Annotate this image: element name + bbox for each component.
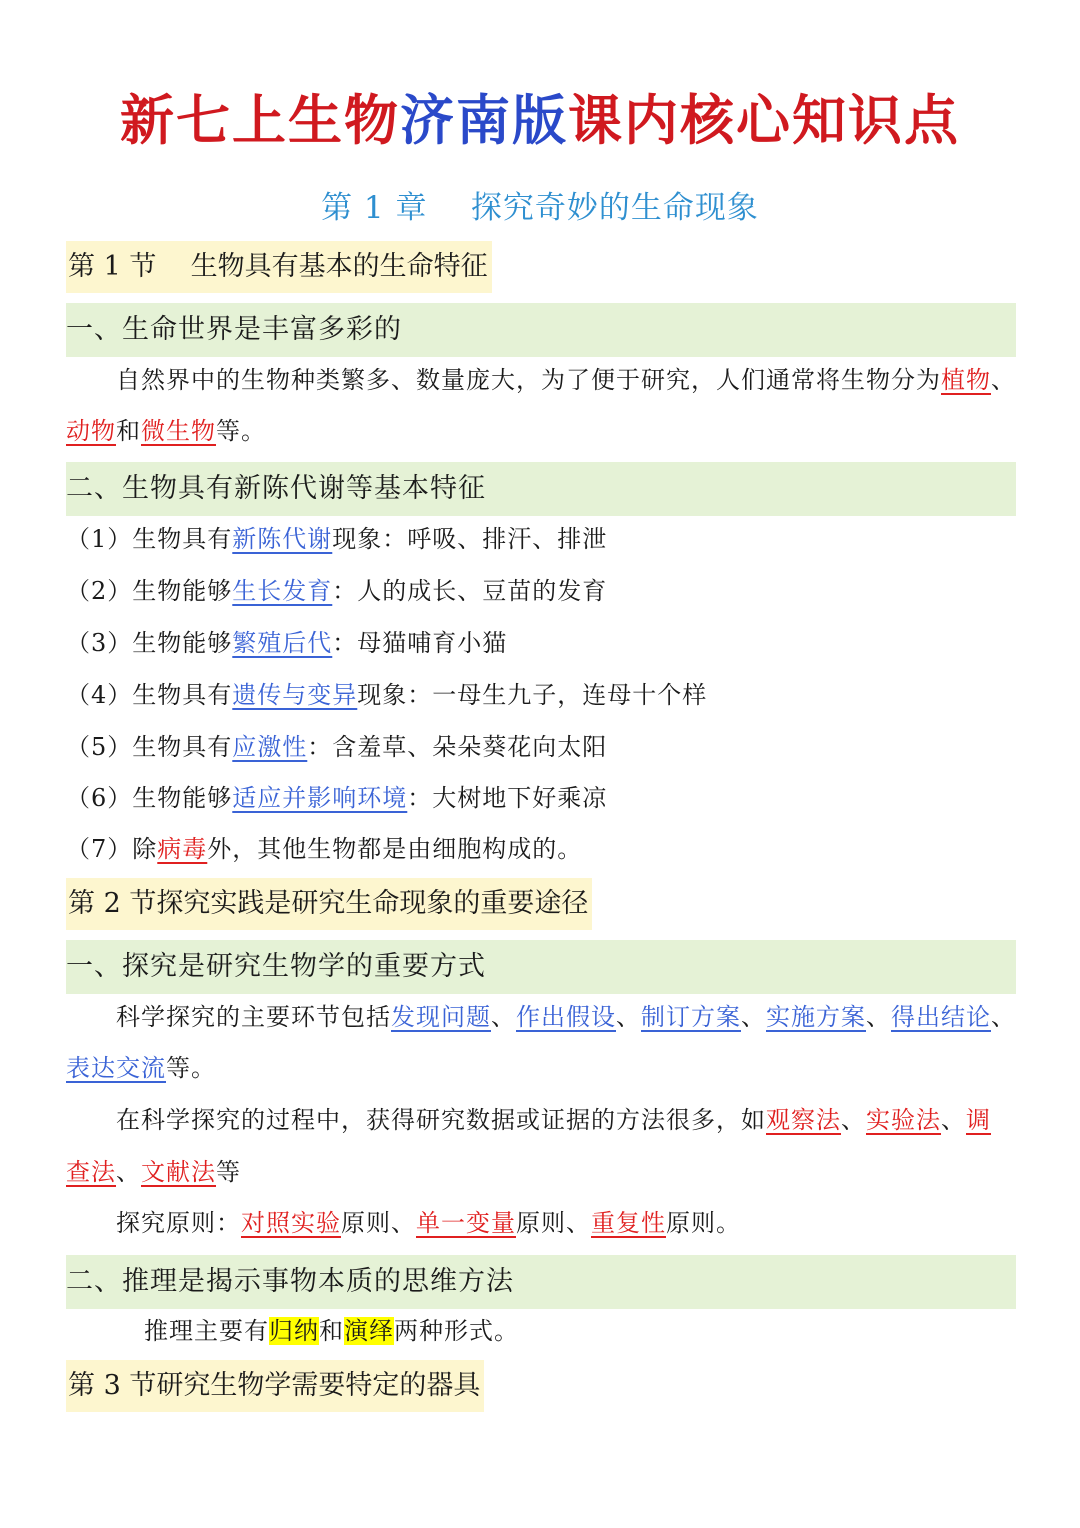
trait-item-2 [66, 574, 607, 608]
sec2-sub1-heading: 一、探究是研究生物学的重要方式 [66, 940, 1016, 994]
trait-post: 外，其他生物都是由细胞构成的。 [207, 835, 583, 863]
trait-keyword: 病毒 [157, 835, 208, 863]
trait-keyword: 遗传与变异 [232, 681, 358, 709]
sep: 、 [116, 1158, 141, 1186]
sec2-sub2-heading: 二、推理是揭示事物本质的思维方法 [66, 1255, 1016, 1309]
sec1-sub1-para-line1 [116, 363, 1016, 397]
principle-keyword: 重复性 [591, 1209, 666, 1237]
para-and: 和 [116, 417, 141, 445]
para-text: 在科学探究的过程中，获得研究数据或证据的方法很多，如 [116, 1106, 766, 1134]
sep: 、 [491, 1003, 516, 1031]
trait-item-7 [66, 832, 582, 866]
highlight-deduction: 演绎 [344, 1317, 394, 1345]
principle-word: 原则 [516, 1209, 566, 1237]
reasoning-line [144, 1314, 519, 1348]
para-text: 推理主要有 [144, 1317, 269, 1345]
sep: 、 [866, 1003, 891, 1031]
trait-pre: （7）除 [66, 835, 158, 863]
inquiry-steps-line1 [116, 1000, 1016, 1034]
trait-keyword: 新陈代谢 [232, 525, 333, 553]
trait-pre: （4）生物具有 [66, 681, 233, 709]
method-keyword: 查法 [66, 1158, 116, 1186]
para-text: 探究原则： [116, 1209, 241, 1237]
trait-pre: （1）生物具有 [66, 525, 233, 553]
trait-keyword: 适应并影响环境 [232, 784, 408, 812]
section-3-heading: 第 3 节研究生物学需要特定的器具 [66, 1360, 484, 1412]
methods-line2 [66, 1155, 241, 1189]
sep: 、 [991, 1003, 1016, 1031]
sec1-sub1-para-line2 [66, 414, 266, 448]
highlight-induction: 归纳 [269, 1317, 319, 1345]
para-end: 原则。 [666, 1209, 741, 1237]
section-2-heading: 第 2 节探究实践是研究生命现象的重要途径 [66, 878, 592, 930]
step-keyword: 实施方案 [766, 1003, 866, 1031]
sec1-sub2-heading: 二、生物具有新陈代谢等基本特征 [66, 462, 1016, 516]
sep: 、 [616, 1003, 641, 1031]
trait-item-6 [66, 781, 607, 815]
trait-pre: （5）生物具有 [66, 733, 233, 761]
trait-keyword: 生长发育 [232, 577, 333, 605]
sec1-sub1-heading: 一、生命世界是丰富多彩的 [66, 303, 1016, 357]
trait-post: ：含羞草、朵朵葵花向太阳 [307, 733, 608, 761]
trait-pre: （3）生物能够 [66, 629, 233, 657]
principle-keyword: 单一变量 [416, 1209, 516, 1237]
step-keyword: 得出结论 [891, 1003, 991, 1031]
title-part-3: 课内核心知识点 [568, 89, 960, 152]
trait-pre: （6）生物能够 [66, 784, 233, 812]
trait-item-4 [66, 678, 707, 712]
title-part-1: 新七上生物 [120, 89, 400, 152]
para-and: 和 [319, 1317, 344, 1345]
principle-keyword: 对照实验 [241, 1209, 341, 1237]
methods-line1 [116, 1103, 991, 1137]
para-end: 等 [216, 1158, 241, 1186]
sep: 、 [941, 1106, 966, 1134]
trait-post: ：大树地下好乘凉 [407, 784, 608, 812]
para-sep: 、 [991, 366, 1016, 394]
para-end: 两种形式。 [394, 1317, 519, 1345]
para-text: 科学探究的主要环节包括 [116, 1003, 391, 1031]
para-end: 等。 [166, 1054, 216, 1082]
sep: 、 [741, 1003, 766, 1031]
keyword-animals: 动物 [66, 417, 116, 445]
principles-line [116, 1206, 741, 1240]
trait-keyword: 繁殖后代 [232, 629, 333, 657]
trait-pre: （2）生物能够 [66, 577, 233, 605]
trait-post: ：人的成长、豆苗的发育 [332, 577, 608, 605]
method-keyword: 观察法 [766, 1106, 841, 1134]
method-keyword: 文献法 [141, 1158, 216, 1186]
step-keyword: 制订方案 [641, 1003, 741, 1031]
sep: 、 [391, 1209, 416, 1237]
title-part-2: 济南版 [400, 89, 568, 152]
trait-item-5 [66, 730, 607, 764]
sep: 、 [566, 1209, 591, 1237]
sep: 、 [841, 1106, 866, 1134]
inquiry-steps-line2 [66, 1051, 216, 1085]
chapter-heading: 第 1 章 探究奇妙的生命现象 [321, 190, 759, 226]
trait-keyword: 应激性 [232, 733, 308, 761]
step-keyword: 作出假设 [516, 1003, 616, 1031]
trait-post: 现象：呼吸、排汗、排泄 [332, 525, 608, 553]
keyword-microbes: 微生物 [141, 417, 216, 445]
para-end: 等。 [216, 417, 266, 445]
keyword-plants: 植物 [941, 366, 991, 394]
trait-item-1 [66, 522, 607, 556]
trait-post: ：母猫哺育小猫 [332, 629, 508, 657]
method-keyword: 调 [966, 1106, 991, 1134]
page-title [0, 78, 1080, 155]
para-text: 自然界中的生物种类繁多、数量庞大，为了便于研究，人们通常将生物分为 [116, 366, 941, 394]
step-keyword: 发现问题 [391, 1003, 491, 1031]
trait-item-3 [66, 626, 507, 660]
step-keyword: 表达交流 [66, 1054, 166, 1082]
section-1-heading: 第 1 节 生物具有基本的生命特征 [66, 241, 492, 293]
trait-post: 现象：一母生九子，连母十个样 [357, 681, 708, 709]
principle-word: 原则 [341, 1209, 391, 1237]
method-keyword: 实验法 [866, 1106, 941, 1134]
